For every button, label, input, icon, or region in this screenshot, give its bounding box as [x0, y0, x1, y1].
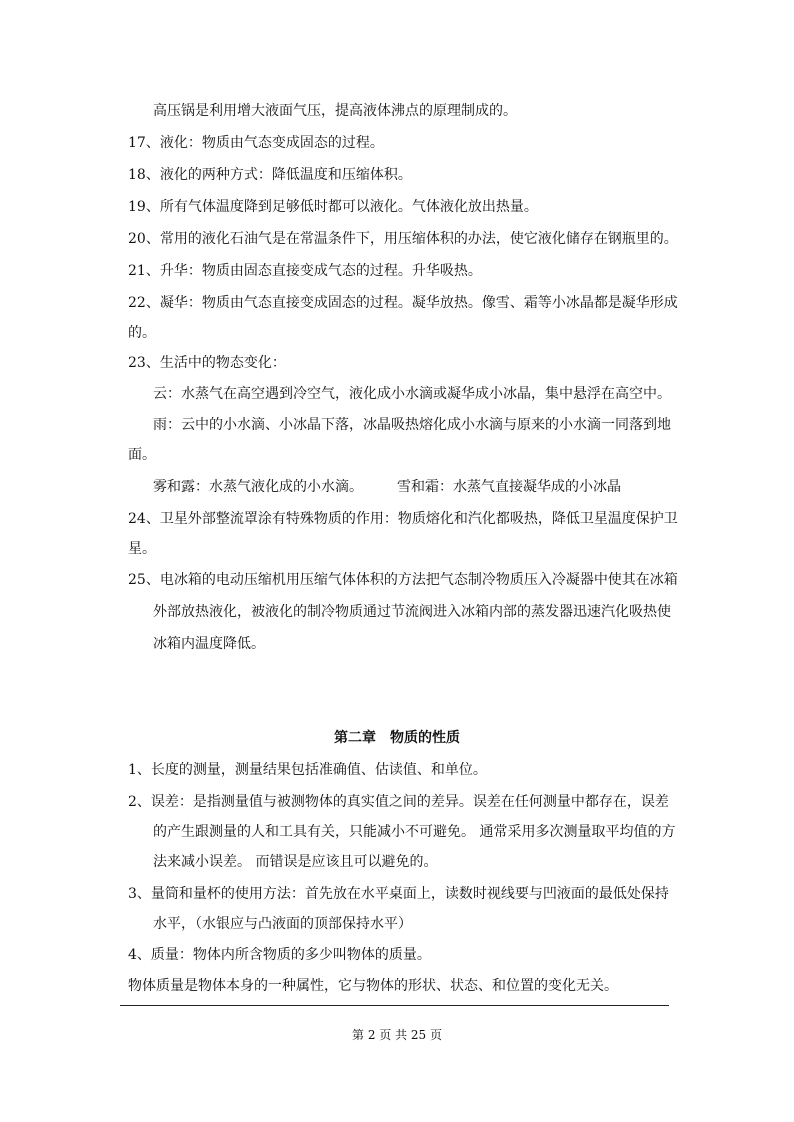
- item-25: 25、电冰箱的电动压缩机用压缩气体体积的方法把气态制冷物质压入冷凝器中使其在冰箱: [128, 572, 678, 588]
- item-23-rain-cont: 面。: [128, 447, 156, 463]
- item-24-cont: 星。: [128, 541, 156, 557]
- item-22: 22、凝华：物质由气态直接变成固态的过程。凝华放热。像雪、霜等小冰晶都是凝华形成: [128, 295, 678, 311]
- chapter-item-4: 4、质量：物体内所含物质的多少叫物体的质量。: [128, 947, 431, 963]
- chapter-item-3-cont: 水平，（水银应与凸液面的顶部保持水平）: [153, 916, 412, 932]
- chapter-item-2: 2、误差：是指测量值与被测物体的真实值之间的差异。误差在任何测量中都存在，误差: [128, 794, 669, 810]
- chapter-item-1: 1、长度的测量，测量结果包括准确值、估读值、和单位。: [128, 762, 487, 778]
- item-23: 23、生活中的物态变化：: [128, 355, 286, 371]
- snow-text: 雪和霜：水蒸气直接凝华成的小冰晶: [397, 479, 621, 495]
- chapter-item-2-cont-1: 的产生跟测量的人和工具有关，只能减小不可避免。 通常采用多次测量取平均值的方: [153, 824, 676, 840]
- item-22-cont: 的。: [128, 325, 156, 341]
- chapter-item-2-cont-2: 法来减小误差。 而错误是应该且可以避免的。: [153, 854, 438, 870]
- chapter-item-3: 3、量筒和量杯的使用方法：首先放在水平桌面上，读数时视线要与凹液面的最低处保持: [128, 886, 669, 902]
- item-25-cont-2: 冰箱内温度降低。: [153, 636, 265, 652]
- item-24: 24、卫星外部整流罩涂有特殊物质的作用：物质熔化和汽化都吸热，降低卫星温度保护卫: [128, 511, 678, 527]
- chapter-title: 第二章 物质的性质: [334, 730, 460, 746]
- item-21: 21、升华：物质由固态直接变成气态的过程。升华吸热。: [128, 263, 482, 279]
- fog-text: 雾和露：水蒸气液化成的小水滴。: [153, 479, 363, 495]
- paragraph-pressure-cooker: 高压锅是利用增大液面气压，提高液体沸点的原理制成的。: [153, 103, 517, 119]
- chapter-item-4-note: 物体质量是物体本身的一种属性，它与物体的形状、状态、和位置的变化无关。: [128, 978, 618, 994]
- item-25-cont-1: 外部放热液化，被液化的制冷物质通过节流阀进入冰箱内部的蒸发器迅速汽化吸热使: [153, 604, 671, 620]
- item-23-cloud: 云：水蒸气在高空遇到冷空气，液化成小水滴或凝华成小冰晶，集中悬浮在高空中。: [153, 386, 671, 402]
- item-20: 20、常用的液化石油气是在常温条件下，用压缩体积的办法，使它液化储存在钢瓶里的。: [128, 231, 678, 247]
- item-19: 19、所有气体温度降到足够低时都可以液化。气体液化放出热量。: [128, 199, 538, 215]
- item-23-fog-snow: [153, 477, 701, 497]
- page-number: 第 2 页 共 25 页: [352, 1028, 442, 1042]
- item-23-rain: 雨：云中的小水滴、小冰晶下落，冰晶吸热熔化成小水滴与原来的小水滴一同落到地: [153, 417, 671, 433]
- footer-divider: [120, 1005, 669, 1006]
- item-17: 17、液化：物质由气态变成固态的过程。: [128, 135, 384, 151]
- item-18: 18、液化的两种方式：降低温度和压缩体积。: [128, 167, 412, 183]
